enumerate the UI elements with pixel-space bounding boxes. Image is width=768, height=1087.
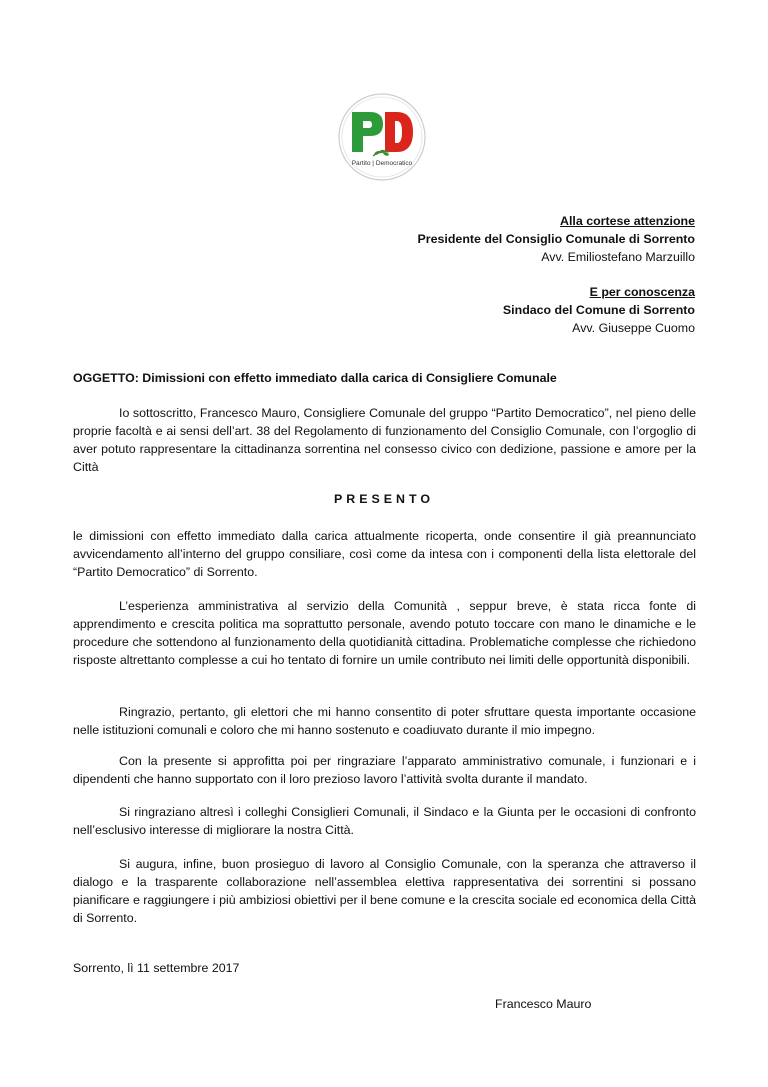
paragraph-dimissioni [73, 527, 696, 581]
cc-role: Sindaco del Comune di Sorrento [502, 303, 695, 317]
paragraph-apparato [73, 752, 696, 788]
cc-name: Avv. Giuseppe Cuomo [572, 321, 695, 335]
paragraph-ringrazio [73, 703, 696, 739]
paragraph-intro [73, 404, 696, 476]
letter-subject: OGGETTO: Dimissioni con effetto immediato dalla carica di Consigliere Comunale [73, 371, 557, 385]
svg-text:Partito | Democratico: Partito | Democratico [351, 160, 413, 167]
paragraph-colleghi [73, 803, 696, 839]
present-heading: PRESENTO [334, 492, 434, 506]
recipient-name: Avv. Emiliostefano Marzuillo [541, 250, 695, 264]
paragraph-esperienza [73, 597, 696, 669]
paragraph-ringrazio-text: Ringrazio, pertanto, gli elettori che mi hanno consentito di poter sfruttare questa importante occasione nelle istituzioni comunali e coloro che mi hanno sostenuto e coadiuvato durante il mio impegno. [73, 705, 696, 737]
paragraph-dimissioni-text: le dimissioni con effetto immediato dalla carica attualmente ricoperta, onde consentire il già preannunciato avvicendamento all’interno del gruppo consiliare, così come da intesa con i componenti della lista elettorale del “Partito Democratico” di Sorrento. [73, 529, 696, 579]
paragraph-intro-text: Io sottoscritto, Francesco Mauro, Consigliere Comunale del gruppo “Partito Democratico”, nel pieno delle proprie facoltà e ai sensi dell’art. 38 del Regolamento di funzionamento del Consiglio Comunale, con l’orgoglio di aver potuto rappresentare la cittadinanza sorrentina nel consesso civico con dedizione, passione e amore per la Città [73, 406, 696, 474]
cc-label: E per conoscenza [589, 285, 695, 299]
paragraph-colleghi-text: Si ringraziano altresì i colleghi Consiglieri Comunali, il Sindaco e la Giunta per le occasioni di confronto nell’esclusivo interesse di migliorare la nostra Città. [73, 805, 696, 837]
logo-caption-right: Democratico [375, 160, 413, 167]
recipient-role: Presidente del Consiglio Comunale di Sorrento [417, 232, 695, 246]
signature: Francesco Mauro [495, 997, 592, 1011]
paragraph-esperienza-text: L’esperienza amministrativa al servizio della Comunità , seppur breve, è stata ricca fonte di apprendimento e crescita politica ma soprattutto personale, avendo potuto toccare con mano le dinamiche e le procedure che sottendono al funzionamento della quotidianità cittadina. Problematiche complesse che richiedono risposte altrettanto complesse a cui ho tentato di fornire un umile contributo nei limiti delle opportunità disponibili. [73, 599, 696, 667]
date-place: Sorrento, lì 11 settembre 2017 [73, 961, 240, 975]
paragraph-augura [73, 855, 696, 927]
addressee-block [418, 212, 695, 266]
cc-block [503, 283, 695, 337]
logo-caption-left: Partito [351, 160, 371, 167]
pd-logo [337, 92, 427, 182]
paragraph-augura-text: Si augura, infine, buon prosieguo di lavoro al Consiglio Comunale, con la speranza che attraverso il dialogo e la trasparente collaborazione nell’assemblea elettiva rappresentativa dei sorrentini si possano pianificare e raggiungere i più ambiziosi obiettivi per il bene comune e la crescita sociale ed economica della Città di Sorrento. [73, 857, 696, 925]
paragraph-apparato-text: Con la presente si approfitta poi per ringraziare l’apparato amministrativo comunale, i funzionari e i dipendenti che hanno supportato con il loro prezioso lavoro l’attività svolta durante il mandato. [73, 754, 696, 786]
attention-label: Alla cortese attenzione [560, 214, 695, 228]
